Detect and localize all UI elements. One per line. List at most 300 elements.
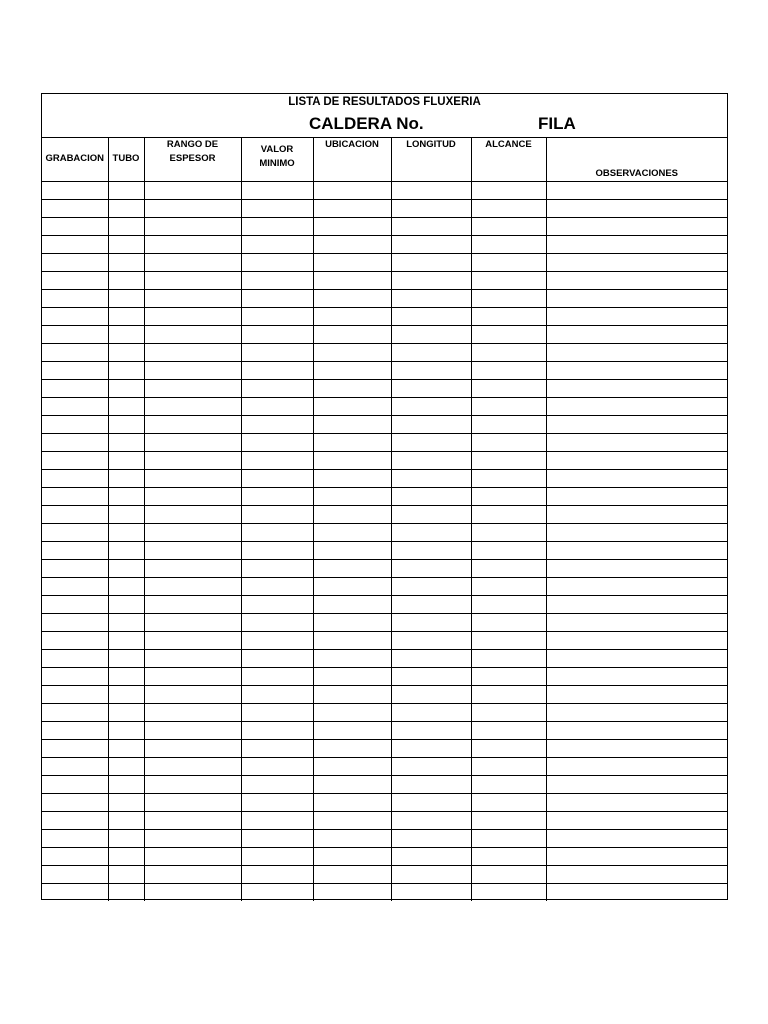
cell-rango[interactable] (144, 793, 241, 811)
cell-alcance[interactable] (471, 577, 546, 595)
cell-alcance[interactable] (471, 505, 546, 523)
cell-grabacion[interactable] (42, 181, 108, 199)
cell-tubo[interactable] (108, 541, 144, 559)
cell-tubo[interactable] (108, 307, 144, 325)
cell-longitud[interactable] (391, 379, 471, 397)
cell-ubicacion[interactable] (313, 865, 391, 883)
cell-valor[interactable] (241, 595, 313, 613)
cell-ubicacion[interactable] (313, 289, 391, 307)
cell-valor[interactable] (241, 685, 313, 703)
cell-alcance[interactable] (471, 667, 546, 685)
cell-longitud[interactable] (391, 667, 471, 685)
cell-longitud[interactable] (391, 235, 471, 253)
cell-grabacion[interactable] (42, 199, 108, 217)
cell-grabacion[interactable] (42, 829, 108, 847)
cell-observaciones[interactable] (546, 721, 727, 739)
cell-ubicacion[interactable] (313, 577, 391, 595)
cell-longitud[interactable] (391, 361, 471, 379)
cell-observaciones[interactable] (546, 361, 727, 379)
cell-observaciones[interactable] (546, 703, 727, 721)
cell-tubo[interactable] (108, 721, 144, 739)
cell-valor[interactable] (241, 811, 313, 829)
cell-tubo[interactable] (108, 577, 144, 595)
cell-tubo[interactable] (108, 271, 144, 289)
cell-valor[interactable] (241, 343, 313, 361)
cell-rango[interactable] (144, 847, 241, 865)
cell-ubicacion[interactable] (313, 559, 391, 577)
cell-observaciones[interactable] (546, 793, 727, 811)
cell-ubicacion[interactable] (313, 469, 391, 487)
cell-longitud[interactable] (391, 649, 471, 667)
cell-rango[interactable] (144, 505, 241, 523)
cell-longitud[interactable] (391, 577, 471, 595)
cell-longitud[interactable] (391, 199, 471, 217)
cell-ubicacion[interactable] (313, 685, 391, 703)
cell-rango[interactable] (144, 343, 241, 361)
cell-valor[interactable] (241, 703, 313, 721)
cell-ubicacion[interactable] (313, 505, 391, 523)
cell-observaciones[interactable] (546, 181, 727, 199)
cell-observaciones[interactable] (546, 379, 727, 397)
cell-rango[interactable] (144, 271, 241, 289)
cell-observaciones[interactable] (546, 577, 727, 595)
cell-observaciones[interactable] (546, 883, 727, 901)
cell-observaciones[interactable] (546, 829, 727, 847)
cell-tubo[interactable] (108, 523, 144, 541)
cell-valor[interactable] (241, 649, 313, 667)
cell-grabacion[interactable] (42, 739, 108, 757)
cell-rango[interactable] (144, 685, 241, 703)
cell-observaciones[interactable] (546, 325, 727, 343)
cell-tubo[interactable] (108, 235, 144, 253)
cell-rango[interactable] (144, 559, 241, 577)
cell-tubo[interactable] (108, 739, 144, 757)
cell-rango[interactable] (144, 739, 241, 757)
cell-ubicacion[interactable] (313, 271, 391, 289)
cell-longitud[interactable] (391, 289, 471, 307)
cell-tubo[interactable] (108, 415, 144, 433)
cell-alcance[interactable] (471, 757, 546, 775)
cell-tubo[interactable] (108, 181, 144, 199)
cell-rango[interactable] (144, 415, 241, 433)
cell-longitud[interactable] (391, 523, 471, 541)
cell-grabacion[interactable] (42, 361, 108, 379)
cell-rango[interactable] (144, 289, 241, 307)
cell-grabacion[interactable] (42, 757, 108, 775)
cell-tubo[interactable] (108, 199, 144, 217)
cell-grabacion[interactable] (42, 217, 108, 235)
cell-longitud[interactable] (391, 631, 471, 649)
cell-rango[interactable] (144, 577, 241, 595)
cell-valor[interactable] (241, 235, 313, 253)
cell-alcance[interactable] (471, 307, 546, 325)
cell-valor[interactable] (241, 271, 313, 289)
cell-tubo[interactable] (108, 613, 144, 631)
cell-valor[interactable] (241, 199, 313, 217)
cell-tubo[interactable] (108, 343, 144, 361)
cell-observaciones[interactable] (546, 307, 727, 325)
cell-valor[interactable] (241, 325, 313, 343)
cell-grabacion[interactable] (42, 325, 108, 343)
cell-longitud[interactable] (391, 739, 471, 757)
cell-alcance[interactable] (471, 289, 546, 307)
cell-valor[interactable] (241, 505, 313, 523)
cell-valor[interactable] (241, 253, 313, 271)
cell-valor[interactable] (241, 307, 313, 325)
cell-ubicacion[interactable] (313, 613, 391, 631)
cell-alcance[interactable] (471, 721, 546, 739)
cell-alcance[interactable] (471, 811, 546, 829)
cell-alcance[interactable] (471, 829, 546, 847)
cell-valor[interactable] (241, 487, 313, 505)
cell-alcance[interactable] (471, 793, 546, 811)
cell-tubo[interactable] (108, 811, 144, 829)
cell-alcance[interactable] (471, 199, 546, 217)
cell-grabacion[interactable] (42, 667, 108, 685)
cell-longitud[interactable] (391, 307, 471, 325)
cell-grabacion[interactable] (42, 523, 108, 541)
cell-ubicacion[interactable] (313, 739, 391, 757)
cell-observaciones[interactable] (546, 469, 727, 487)
cell-tubo[interactable] (108, 253, 144, 271)
cell-tubo[interactable] (108, 379, 144, 397)
cell-ubicacion[interactable] (313, 541, 391, 559)
cell-longitud[interactable] (391, 541, 471, 559)
cell-rango[interactable] (144, 703, 241, 721)
cell-ubicacion[interactable] (313, 415, 391, 433)
cell-rango[interactable] (144, 487, 241, 505)
cell-tubo[interactable] (108, 829, 144, 847)
cell-grabacion[interactable] (42, 469, 108, 487)
cell-ubicacion[interactable] (313, 793, 391, 811)
cell-alcance[interactable] (471, 469, 546, 487)
cell-tubo[interactable] (108, 217, 144, 235)
cell-rango[interactable] (144, 361, 241, 379)
cell-alcance[interactable] (471, 541, 546, 559)
cell-alcance[interactable] (471, 253, 546, 271)
cell-rango[interactable] (144, 613, 241, 631)
cell-longitud[interactable] (391, 433, 471, 451)
cell-valor[interactable] (241, 415, 313, 433)
cell-rango[interactable] (144, 631, 241, 649)
cell-ubicacion[interactable] (313, 361, 391, 379)
cell-grabacion[interactable] (42, 631, 108, 649)
cell-grabacion[interactable] (42, 811, 108, 829)
cell-alcance[interactable] (471, 343, 546, 361)
cell-grabacion[interactable] (42, 271, 108, 289)
cell-tubo[interactable] (108, 667, 144, 685)
cell-longitud[interactable] (391, 397, 471, 415)
cell-alcance[interactable] (471, 847, 546, 865)
cell-rango[interactable] (144, 235, 241, 253)
cell-tubo[interactable] (108, 433, 144, 451)
cell-grabacion[interactable] (42, 541, 108, 559)
cell-valor[interactable] (241, 793, 313, 811)
cell-alcance[interactable] (471, 325, 546, 343)
cell-longitud[interactable] (391, 793, 471, 811)
cell-tubo[interactable] (108, 595, 144, 613)
cell-ubicacion[interactable] (313, 847, 391, 865)
cell-grabacion[interactable] (42, 847, 108, 865)
cell-observaciones[interactable] (546, 667, 727, 685)
cell-rango[interactable] (144, 469, 241, 487)
cell-tubo[interactable] (108, 451, 144, 469)
cell-observaciones[interactable] (546, 559, 727, 577)
cell-alcance[interactable] (471, 631, 546, 649)
cell-ubicacion[interactable] (313, 307, 391, 325)
cell-alcance[interactable] (471, 433, 546, 451)
cell-ubicacion[interactable] (313, 631, 391, 649)
cell-rango[interactable] (144, 595, 241, 613)
cell-valor[interactable] (241, 541, 313, 559)
cell-tubo[interactable] (108, 559, 144, 577)
cell-rango[interactable] (144, 181, 241, 199)
cell-rango[interactable] (144, 775, 241, 793)
cell-observaciones[interactable] (546, 199, 727, 217)
cell-valor[interactable] (241, 721, 313, 739)
cell-alcance[interactable] (471, 487, 546, 505)
cell-longitud[interactable] (391, 811, 471, 829)
cell-grabacion[interactable] (42, 307, 108, 325)
cell-observaciones[interactable] (546, 487, 727, 505)
cell-grabacion[interactable] (42, 415, 108, 433)
cell-alcance[interactable] (471, 883, 546, 901)
cell-alcance[interactable] (471, 379, 546, 397)
cell-grabacion[interactable] (42, 721, 108, 739)
cell-valor[interactable] (241, 361, 313, 379)
cell-observaciones[interactable] (546, 433, 727, 451)
cell-ubicacion[interactable] (313, 523, 391, 541)
cell-rango[interactable] (144, 199, 241, 217)
cell-ubicacion[interactable] (313, 181, 391, 199)
cell-longitud[interactable] (391, 253, 471, 271)
cell-rango[interactable] (144, 451, 241, 469)
cell-ubicacion[interactable] (313, 703, 391, 721)
cell-valor[interactable] (241, 757, 313, 775)
cell-grabacion[interactable] (42, 775, 108, 793)
cell-observaciones[interactable] (546, 595, 727, 613)
cell-valor[interactable] (241, 577, 313, 595)
cell-rango[interactable] (144, 811, 241, 829)
cell-rango[interactable] (144, 253, 241, 271)
cell-valor[interactable] (241, 289, 313, 307)
cell-longitud[interactable] (391, 181, 471, 199)
cell-observaciones[interactable] (546, 217, 727, 235)
cell-longitud[interactable] (391, 271, 471, 289)
cell-observaciones[interactable] (546, 811, 727, 829)
cell-observaciones[interactable] (546, 505, 727, 523)
cell-alcance[interactable] (471, 685, 546, 703)
cell-longitud[interactable] (391, 325, 471, 343)
cell-tubo[interactable] (108, 631, 144, 649)
cell-ubicacion[interactable] (313, 775, 391, 793)
cell-grabacion[interactable] (42, 397, 108, 415)
cell-ubicacion[interactable] (313, 811, 391, 829)
cell-rango[interactable] (144, 757, 241, 775)
cell-grabacion[interactable] (42, 379, 108, 397)
cell-observaciones[interactable] (546, 415, 727, 433)
cell-observaciones[interactable] (546, 739, 727, 757)
cell-alcance[interactable] (471, 649, 546, 667)
cell-longitud[interactable] (391, 217, 471, 235)
cell-valor[interactable] (241, 865, 313, 883)
cell-ubicacion[interactable] (313, 379, 391, 397)
cell-longitud[interactable] (391, 829, 471, 847)
cell-grabacion[interactable] (42, 343, 108, 361)
cell-longitud[interactable] (391, 469, 471, 487)
cell-alcance[interactable] (471, 523, 546, 541)
cell-alcance[interactable] (471, 559, 546, 577)
cell-alcance[interactable] (471, 181, 546, 199)
cell-rango[interactable] (144, 721, 241, 739)
cell-observaciones[interactable] (546, 451, 727, 469)
cell-ubicacion[interactable] (313, 343, 391, 361)
cell-tubo[interactable] (108, 361, 144, 379)
cell-observaciones[interactable] (546, 541, 727, 559)
cell-ubicacion[interactable] (313, 397, 391, 415)
cell-grabacion[interactable] (42, 433, 108, 451)
cell-alcance[interactable] (471, 613, 546, 631)
cell-longitud[interactable] (391, 757, 471, 775)
cell-valor[interactable] (241, 523, 313, 541)
cell-longitud[interactable] (391, 415, 471, 433)
cell-observaciones[interactable] (546, 343, 727, 361)
cell-grabacion[interactable] (42, 613, 108, 631)
cell-observaciones[interactable] (546, 397, 727, 415)
cell-valor[interactable] (241, 631, 313, 649)
cell-ubicacion[interactable] (313, 883, 391, 901)
cell-alcance[interactable] (471, 415, 546, 433)
cell-ubicacion[interactable] (313, 253, 391, 271)
cell-grabacion[interactable] (42, 253, 108, 271)
cell-tubo[interactable] (108, 289, 144, 307)
cell-longitud[interactable] (391, 505, 471, 523)
cell-rango[interactable] (144, 307, 241, 325)
cell-alcance[interactable] (471, 451, 546, 469)
cell-grabacion[interactable] (42, 685, 108, 703)
cell-valor[interactable] (241, 667, 313, 685)
cell-longitud[interactable] (391, 883, 471, 901)
cell-longitud[interactable] (391, 865, 471, 883)
cell-longitud[interactable] (391, 451, 471, 469)
cell-alcance[interactable] (471, 235, 546, 253)
cell-ubicacion[interactable] (313, 649, 391, 667)
cell-valor[interactable] (241, 469, 313, 487)
cell-observaciones[interactable] (546, 847, 727, 865)
cell-ubicacion[interactable] (313, 721, 391, 739)
cell-tubo[interactable] (108, 793, 144, 811)
cell-valor[interactable] (241, 181, 313, 199)
cell-observaciones[interactable] (546, 685, 727, 703)
cell-rango[interactable] (144, 433, 241, 451)
cell-tubo[interactable] (108, 847, 144, 865)
cell-tubo[interactable] (108, 487, 144, 505)
cell-longitud[interactable] (391, 847, 471, 865)
cell-longitud[interactable] (391, 775, 471, 793)
cell-valor[interactable] (241, 217, 313, 235)
cell-rango[interactable] (144, 667, 241, 685)
cell-valor[interactable] (241, 379, 313, 397)
cell-alcance[interactable] (471, 217, 546, 235)
cell-longitud[interactable] (391, 613, 471, 631)
cell-grabacion[interactable] (42, 487, 108, 505)
cell-ubicacion[interactable] (313, 829, 391, 847)
cell-ubicacion[interactable] (313, 595, 391, 613)
cell-longitud[interactable] (391, 559, 471, 577)
cell-grabacion[interactable] (42, 793, 108, 811)
cell-rango[interactable] (144, 865, 241, 883)
cell-longitud[interactable] (391, 595, 471, 613)
cell-observaciones[interactable] (546, 775, 727, 793)
cell-valor[interactable] (241, 433, 313, 451)
cell-grabacion[interactable] (42, 235, 108, 253)
cell-rango[interactable] (144, 829, 241, 847)
cell-rango[interactable] (144, 379, 241, 397)
cell-rango[interactable] (144, 523, 241, 541)
cell-observaciones[interactable] (546, 253, 727, 271)
cell-observaciones[interactable] (546, 235, 727, 253)
cell-grabacion[interactable] (42, 865, 108, 883)
cell-observaciones[interactable] (546, 289, 727, 307)
cell-tubo[interactable] (108, 649, 144, 667)
cell-valor[interactable] (241, 451, 313, 469)
cell-tubo[interactable] (108, 757, 144, 775)
cell-ubicacion[interactable] (313, 217, 391, 235)
cell-ubicacion[interactable] (313, 433, 391, 451)
cell-rango[interactable] (144, 397, 241, 415)
cell-observaciones[interactable] (546, 757, 727, 775)
cell-ubicacion[interactable] (313, 199, 391, 217)
cell-tubo[interactable] (108, 325, 144, 343)
cell-ubicacion[interactable] (313, 235, 391, 253)
cell-tubo[interactable] (108, 469, 144, 487)
cell-alcance[interactable] (471, 595, 546, 613)
cell-tubo[interactable] (108, 883, 144, 901)
cell-grabacion[interactable] (42, 505, 108, 523)
cell-grabacion[interactable] (42, 703, 108, 721)
cell-grabacion[interactable] (42, 559, 108, 577)
cell-alcance[interactable] (471, 865, 546, 883)
cell-valor[interactable] (241, 559, 313, 577)
cell-valor[interactable] (241, 883, 313, 901)
cell-tubo[interactable] (108, 865, 144, 883)
cell-grabacion[interactable] (42, 595, 108, 613)
cell-valor[interactable] (241, 847, 313, 865)
cell-rango[interactable] (144, 217, 241, 235)
cell-longitud[interactable] (391, 721, 471, 739)
cell-observaciones[interactable] (546, 649, 727, 667)
cell-ubicacion[interactable] (313, 451, 391, 469)
cell-observaciones[interactable] (546, 631, 727, 649)
cell-alcance[interactable] (471, 775, 546, 793)
cell-observaciones[interactable] (546, 523, 727, 541)
cell-rango[interactable] (144, 541, 241, 559)
cell-ubicacion[interactable] (313, 325, 391, 343)
cell-grabacion[interactable] (42, 451, 108, 469)
cell-alcance[interactable] (471, 271, 546, 289)
cell-valor[interactable] (241, 613, 313, 631)
cell-rango[interactable] (144, 649, 241, 667)
cell-valor[interactable] (241, 775, 313, 793)
cell-rango[interactable] (144, 325, 241, 343)
cell-valor[interactable] (241, 739, 313, 757)
cell-tubo[interactable] (108, 775, 144, 793)
cell-tubo[interactable] (108, 505, 144, 523)
cell-tubo[interactable] (108, 685, 144, 703)
cell-alcance[interactable] (471, 703, 546, 721)
cell-observaciones[interactable] (546, 865, 727, 883)
cell-grabacion[interactable] (42, 649, 108, 667)
